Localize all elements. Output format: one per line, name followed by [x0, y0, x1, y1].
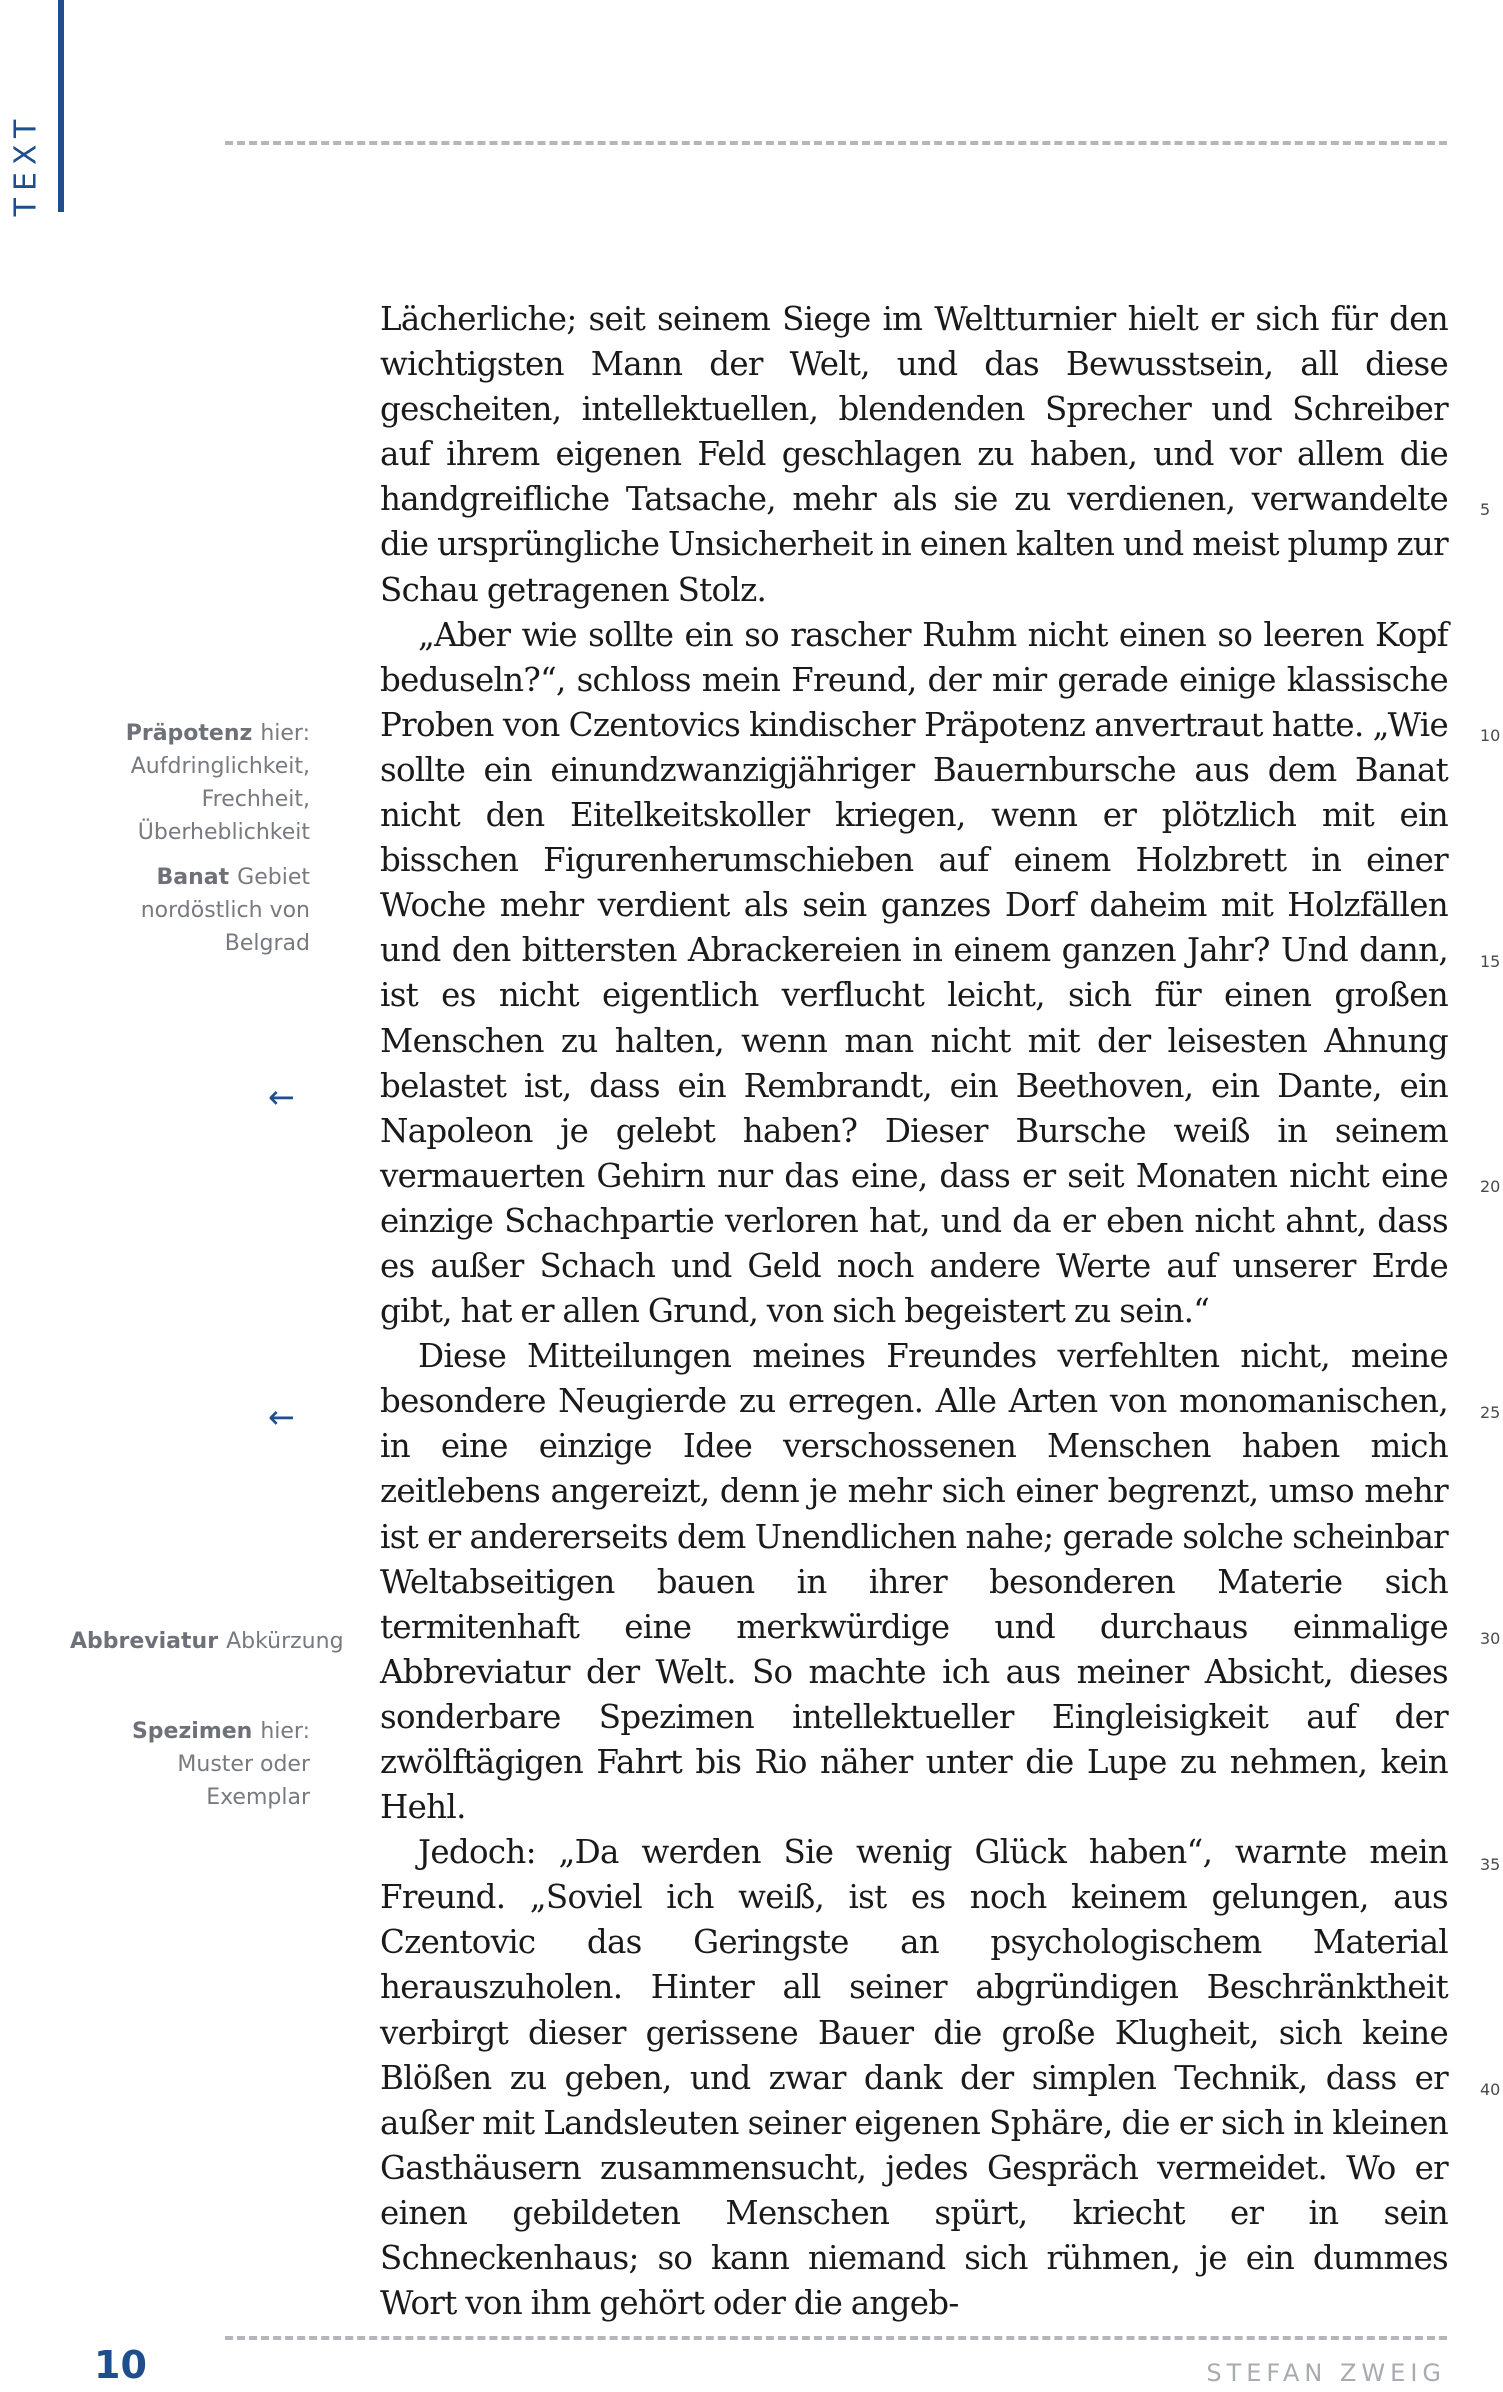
line-number: 20 [1480, 1177, 1501, 1196]
line-number: 30 [1480, 1629, 1501, 1648]
gloss-term: Spezimen [131, 1719, 253, 1744]
line-number: 15 [1480, 952, 1501, 971]
arrow-left-icon: ← [268, 1078, 295, 1116]
section-label-text: TEXT [8, 112, 44, 216]
gloss-term: Abbreviatur [70, 1629, 219, 1654]
paragraph: Jedoch: „Da werden Sie wenig Glück haben“, warnte mein Freund. „Soviel ich weiß, ist es noch keinem gelungen, aus Czentovic das Geringste an psychologischem Material herauszuholen. Hinter all seiner abgründigen Beschränktheit verbirgt dieser gerissene Bauer die große Klugheit, sich keine Blößen zu geben, und zwar dank der simplen Technik, dass er außer mit Landsleuten seiner eigenen Sphäre, die er sich in kleinen Gasthäusern zusammensucht, jedes Gespräch vermeidet. Wo er einen gebildeten Menschen spürt, kriecht er in sein Schneckenhaus; so kann niemand sich rühmen, je ein dummes Wort von ihm gehört oder die angeb- [380, 1833, 1448, 2323]
paragraph: Lächerliche; seit seinem Siege im Weltturnier hielt er sich für den wichtigsten Mann der Welt, und das Bewusstsein, all diese gescheiten, intellektuellen, blendenden Sprecher und Schreiber auf ihrem eigenen Feld geschlagen zu haben, und vor allem die handgreifliche Tatsache, mehr als sie zu verdienen, verwandelte die ursprüngliche Unsicherheit in einen kalten und meist plump zur Schau getragenen Stolz. [380, 300, 1448, 609]
section-label [0, 104, 52, 224]
section-tab-bar [58, 0, 64, 212]
bottom-divider [225, 2336, 1447, 2340]
paragraph: „Aber wie sollte ein so rascher Ruhm nicht einen so leeren Kopf beduseln?“, schloss mein Freund, der mir gerade einige klassische Proben von Czentovics kindischer Präpotenz anvertraut hatte. „Wie sollte ein einundzwanzigjähriger Bauernbursche aus dem Banat nicht den Eitelkeitskoller kriegen, wenn er plötzlich mit ein bisschen Figurenherumschieben auf einem Holzbrett in einer Woche mehr verdient als sein ganzes Dorf daheim mit Holzfällen und den bittersten Abrackereien in einem ganzen Jahr? Und dann, ist es nicht eigentlich verflucht leicht, sich für einen großen Menschen zu halten, wenn man nicht mit der leisesten Ahnung belastet ist, dass ein Rembrandt, ein Beethoven, ein Dante, ein Napoleon je gelebt haben? Dieser Bursche weiß in seinem vermauerten Gehirn nur das eine, dass er seit Monaten nicht eine einzige Schachpartie verloren hat, und da er eben nicht ahnt, dass es außer Schach und Geld noch andere Werte auf unserer Erde gibt, hat er allen Grund, von sich begeistert zu sein.“ [380, 615, 1448, 1331]
body-text [380, 297, 1448, 2326]
gloss-definition: Abkürzung [226, 1629, 344, 1654]
author-name: STEFAN ZWEIG [1206, 2359, 1446, 2387]
gloss-term: Banat [156, 865, 230, 890]
page-number: 10 [94, 2343, 147, 2387]
gloss-abbreviatur [70, 1625, 344, 1658]
gloss-spezimen [70, 1715, 310, 1814]
gloss-banat [90, 861, 310, 960]
line-number: 25 [1480, 1403, 1501, 1422]
gloss-definition: Gebiet nordöstlich von Belgrad [140, 865, 310, 956]
gloss-definition: hier: Aufdringlichkeit, Frechheit, Überheblichkeit [130, 721, 310, 845]
line-number: 10 [1480, 726, 1501, 745]
line-number: 35 [1480, 1855, 1501, 1874]
line-number: 5 [1480, 500, 1491, 519]
paragraph: Diese Mitteilungen meines Freundes verfehlten nicht, meine besondere Neugierde zu erregen. Alle Arten von monomanischen, in eine einzige Idee verschossenen Menschen haben mich zeitlebens angereizt, denn je mehr sich einer begrenzt, umso mehr ist er andererseits dem Unendlichen nahe; gerade solche scheinbar Weltabseitigen bauen in ihrer besonderen Materie sich termitenhaft eine merkwürdige und durchaus einmalige Abbreviatur der Welt. So machte ich aus meiner Absicht, dieses sonderbare Spezimen intellektueller Eingleisigkeit auf der zwölftägigen Fahrt bis Rio näher unter die Lupe zu nehmen, kein Hehl. [380, 1337, 1448, 1827]
gloss-definition: hier: Muster oder Exemplar [177, 1719, 310, 1810]
top-divider [225, 141, 1447, 145]
line-number: 40 [1480, 2080, 1501, 2099]
gloss-praepotenz [90, 717, 310, 849]
arrow-left-icon: ← [268, 1398, 295, 1436]
gloss-term: Präpotenz [125, 721, 253, 746]
